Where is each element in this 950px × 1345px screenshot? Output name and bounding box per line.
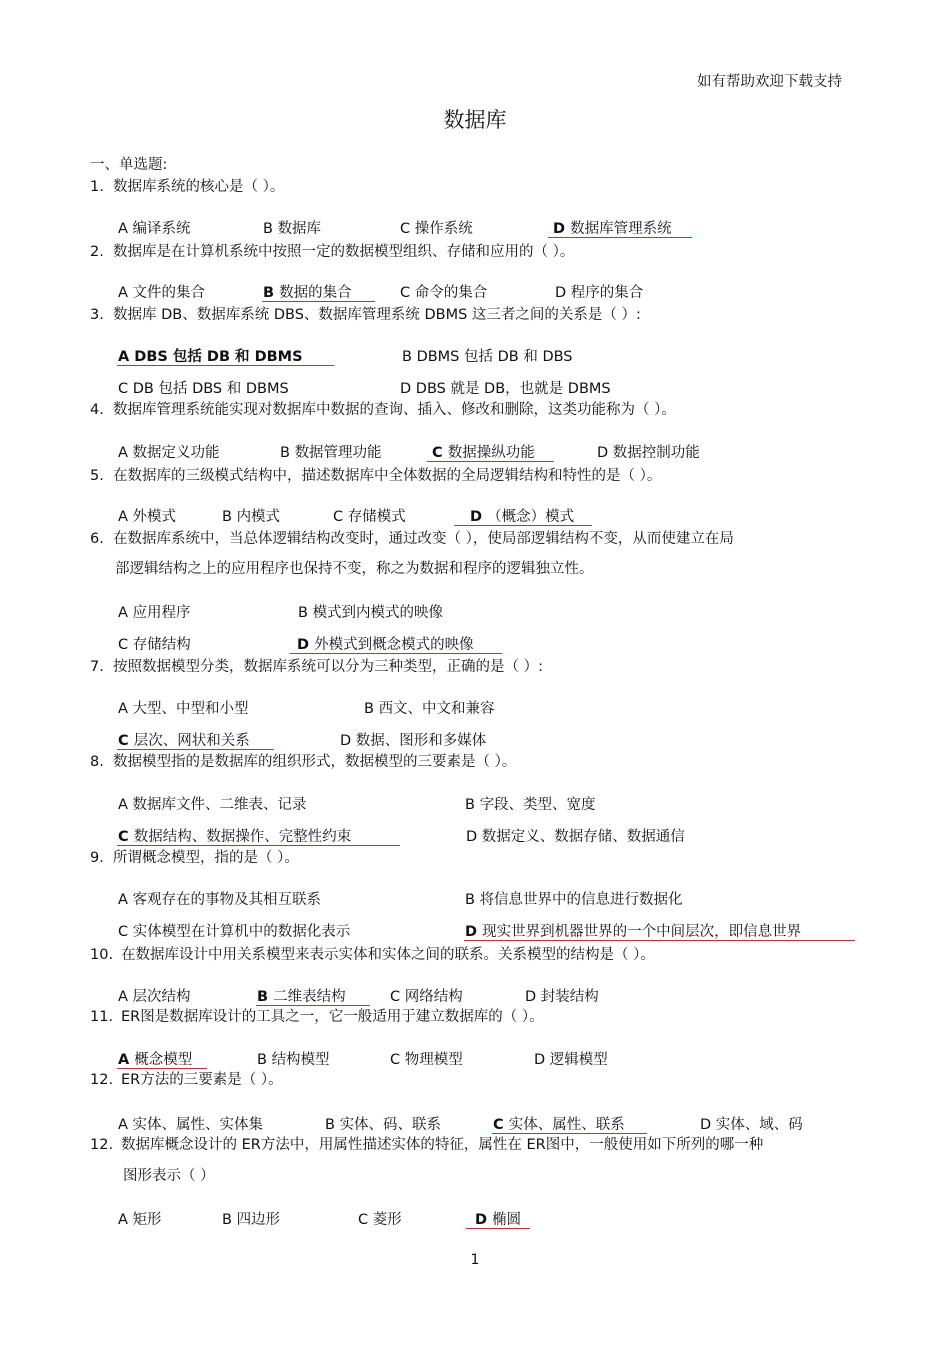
question-number: 4. [90,402,104,418]
question-stem: 数据模型指的是数据库的组织形式，数据模型的三要素是（ ）。 [113,754,517,770]
option-letter: A [118,1212,133,1228]
option-text: 命令的集合 [414,285,488,301]
question-stem: ER方法的三要素是（ ）。 [121,1072,283,1088]
option-letter: A [118,701,133,717]
option-letter: B [257,989,274,1005]
answer-underline [454,525,592,526]
option-a [118,1210,162,1230]
option-b [402,347,573,367]
option-c [118,922,350,942]
option-letter: D [525,989,541,1005]
option-a [118,283,205,303]
question-number: 8. [90,754,104,770]
option-text: 内模式 [236,509,281,525]
page-title: 数据库 [443,108,507,132]
option-d [525,987,599,1007]
option-d [475,1210,521,1230]
option-text: 应用程序 [132,605,191,621]
question-number: 10. [90,947,114,963]
option-letter: B [263,221,278,237]
option-text: 实体、域、码 [715,1117,803,1133]
question-number: 12. [90,1137,114,1153]
option-text: 西文、中文和兼容 [378,701,495,717]
question-stem: 在数据库系统中，当总体逻辑结构改变时，通过改变（ ），使局部逻辑结构不变，从而使建立在局 [113,531,734,547]
answer-underline [117,365,334,366]
question-number: 11. [90,1009,114,1025]
option-text: 二维表结构 [273,989,346,1005]
option-text: 客观存在的事物及其相互联系 [132,892,322,908]
answer-underline [262,301,375,302]
option-text: 数据定义功能 [132,445,220,461]
option-letter: B [364,701,379,717]
section-label: 一、单选题: [90,157,168,173]
option-text: 概念模型 [134,1052,193,1068]
question-number: 12. [90,1072,114,1088]
answer-underline [464,940,855,941]
option-letter: A [118,221,133,237]
option-letter: C [118,924,133,940]
option-letter: B [298,605,313,621]
option-letter: D [400,381,416,397]
question-number: 1. [90,179,104,195]
option-letter: C [400,285,415,301]
option-b [325,1115,441,1135]
option-letter: C [118,381,133,397]
option-text: 矩形 [132,1212,162,1228]
option-a [118,219,191,239]
question-number: 3. [90,307,104,323]
option-b [364,699,495,719]
option-d [553,219,672,239]
option-text: 实体、属性、实体集 [132,1117,264,1133]
option-a [118,1050,192,1070]
option-letter: A [118,349,135,365]
option-c [118,379,289,399]
option-letter: B [325,1117,340,1133]
option-text: 存储结构 [132,637,191,653]
option-letter: B [257,1052,272,1068]
option-d [400,379,611,399]
option-text: 大型、中型和小型 [132,701,249,717]
option-text: 数据管理功能 [294,445,382,461]
option-letter: B [222,509,237,525]
option-letter: D [597,445,613,461]
question-stem: 在数据库的三级模式结构中，描述数据库中全体数据的全局逻辑结构和特性的是（ ）。 [113,468,662,484]
option-letter: D [555,285,571,301]
option-a [118,603,191,623]
option-d [465,922,801,942]
option-letter: C [390,1052,405,1068]
option-d [297,635,474,655]
option-b [465,795,596,815]
question-number: 9. [90,850,104,866]
option-text: 数据控制功能 [612,445,700,461]
answer-underline [290,653,502,654]
answer-underline [427,461,554,462]
option-text: 实体模型在计算机中的数据化表示 [132,924,351,940]
option-b [222,1210,280,1230]
option-c [390,987,463,1007]
option-letter: A [118,285,133,301]
option-b [222,507,280,527]
option-text: 数据的集合 [279,285,352,301]
option-letter: A [118,797,133,813]
question-stem: ER图是数据库设计的工具之一，它一般适用于建立数据库的（ ）。 [121,1009,544,1025]
option-text: 现实世界到机器世界的一个中间层次，即信息世界 [482,924,802,940]
option-a [118,795,307,815]
option-text: 菱形 [372,1212,402,1228]
option-c [493,1115,625,1135]
question-number: 2. [90,244,104,260]
answer-underline [117,845,400,846]
option-text: 结构模型 [271,1052,330,1068]
option-letter: C [358,1212,373,1228]
option-text: 数据操纵功能 [447,445,535,461]
option-letter: D [340,733,356,749]
question-stem: 数据库管理系统能实现对数据库中数据的查询、插入、修改和删除，这类功能称为（ ）。 [113,402,676,418]
question-stem: 按照数据模型分类，数据库系统可以分为三种类型，正确的是（ ）: [113,659,543,675]
option-letter: D [465,924,483,940]
option-text: DBS 就是 DB，也就是 DBMS [415,381,611,397]
option-b [280,443,382,463]
option-letter: C [432,445,448,461]
option-letter: A [118,445,133,461]
question-stem: 图形表示（ ） [123,1168,215,1184]
option-text: 存储模式 [347,509,406,525]
option-letter: D [553,221,571,237]
option-text: 层次、网状和关系 [133,733,250,749]
answer-underline [466,1228,530,1229]
option-c [118,827,351,847]
option-b [263,219,321,239]
answer-underline [117,749,274,750]
option-letter: A [118,989,133,1005]
option-d [470,507,574,527]
option-text: 数据定义、数据存储、数据通信 [481,829,685,845]
option-c [358,1210,402,1230]
option-d [555,283,643,303]
question-stem: 数据库概念设计的 ER方法中，用属性描述实体的特征，属性在 ER图中，一般使用如下所列的哪一种 [121,1137,764,1153]
option-text: 文件的集合 [132,285,206,301]
option-letter: B [402,349,417,365]
question-stem: 所谓概念模型，指的是（ ）。 [113,850,299,866]
option-letter: D [470,509,488,525]
option-c [118,731,250,751]
option-text: DBS 包括 DB 和 DBMS [134,349,303,365]
option-text: 四边形 [236,1212,281,1228]
option-letter: A [118,605,133,621]
option-text: 数据库管理系统 [570,221,672,237]
option-text: 编译系统 [132,221,191,237]
option-c [118,635,191,655]
option-letter: D [700,1117,716,1133]
option-letter: C [118,733,134,749]
answer-underline [256,1005,370,1006]
option-letter: A [118,1052,135,1068]
option-b [257,987,346,1007]
option-a [118,443,220,463]
option-c [390,1050,463,1070]
option-letter: A [118,509,133,525]
question-number: 6. [90,531,104,547]
option-d [340,731,486,751]
header-note: 如有帮助欢迎下载支持 [697,74,842,90]
option-letter: D [466,829,482,845]
option-text: 外模式 [132,509,177,525]
option-a [118,987,191,1007]
option-text: DBMS 包括 DB 和 DBS [416,349,573,365]
option-text: 实体、码、联系 [339,1117,442,1133]
question-stem: 数据库是在计算机系统中按照一定的数据模型组织、存储和应用的（ ）。 [113,244,575,260]
option-text: 将信息世界中的信息进行数据化 [479,892,683,908]
option-c [432,443,535,463]
option-letter: A [118,892,133,908]
option-text: DB 包括 DBS 和 DBMS [132,381,289,397]
option-letter: C [493,1117,509,1133]
option-letter: C [333,509,348,525]
answer-underline [492,1133,647,1134]
option-letter: C [118,829,134,845]
option-d [466,827,685,847]
option-a [118,1115,263,1135]
option-letter: D [475,1212,493,1228]
option-text: 实体、属性、联系 [508,1117,625,1133]
option-d [534,1050,608,1070]
option-text: 程序的集合 [570,285,644,301]
option-letter: B [280,445,295,461]
question-number: 7. [90,659,104,675]
option-text: 层次结构 [132,989,191,1005]
question-stem: 在数据库设计中用关系模型来表示实体和实体之间的联系。关系模型的结构是（ ）。 [121,947,655,963]
page-number: 1 [470,1252,480,1268]
answer-underline [548,237,692,238]
option-c [400,283,487,303]
option-letter: B [465,892,480,908]
option-a [118,699,249,719]
option-b [257,1050,330,1070]
question-stem: 部逻辑结构之上的应用程序也保持不变，称之为数据和程序的逻辑独立性。 [115,561,594,577]
option-text: （概念）模式 [487,509,575,525]
option-letter: D [297,637,315,653]
option-c [400,219,473,239]
option-d [700,1115,803,1135]
option-b [465,890,683,910]
question-stem: 数据库系统的核心是（ ）。 [113,179,285,195]
option-text: 数据库 [277,221,322,237]
option-d [597,443,700,463]
option-text: 数据、图形和多媒体 [355,733,487,749]
option-text: 封装结构 [540,989,599,1005]
option-letter: D [534,1052,550,1068]
option-letter: A [118,1117,133,1133]
option-text: 外模式到概念模式的映像 [314,637,474,653]
option-letter: B [222,1212,237,1228]
option-text: 物理模型 [404,1052,463,1068]
option-text: 网络结构 [404,989,463,1005]
option-text: 数据结构、数据操作、完整性约束 [133,829,352,845]
question-number: 5. [90,468,104,484]
option-text: 操作系统 [414,221,473,237]
option-text: 模式到内模式的映像 [312,605,444,621]
option-letter: B [465,797,480,813]
option-letter: C [118,637,133,653]
option-text: 椭圆 [492,1212,522,1228]
option-letter: C [400,221,415,237]
option-text: 逻辑模型 [549,1052,608,1068]
option-c [333,507,406,527]
answer-underline [117,1068,207,1069]
question-stem: 数据库 DB、数据库系统 DBS、数据库管理系统 DBMS 这三者之间的关系是（ ）: [113,307,641,323]
option-a [118,890,321,910]
option-text: 字段、类型、宽度 [479,797,596,813]
option-a [118,347,303,367]
option-a [118,507,176,527]
option-b [263,283,352,303]
option-letter: B [263,285,280,301]
option-letter: C [390,989,405,1005]
option-b [298,603,443,623]
option-text: 数据库文件、二维表、记录 [132,797,307,813]
